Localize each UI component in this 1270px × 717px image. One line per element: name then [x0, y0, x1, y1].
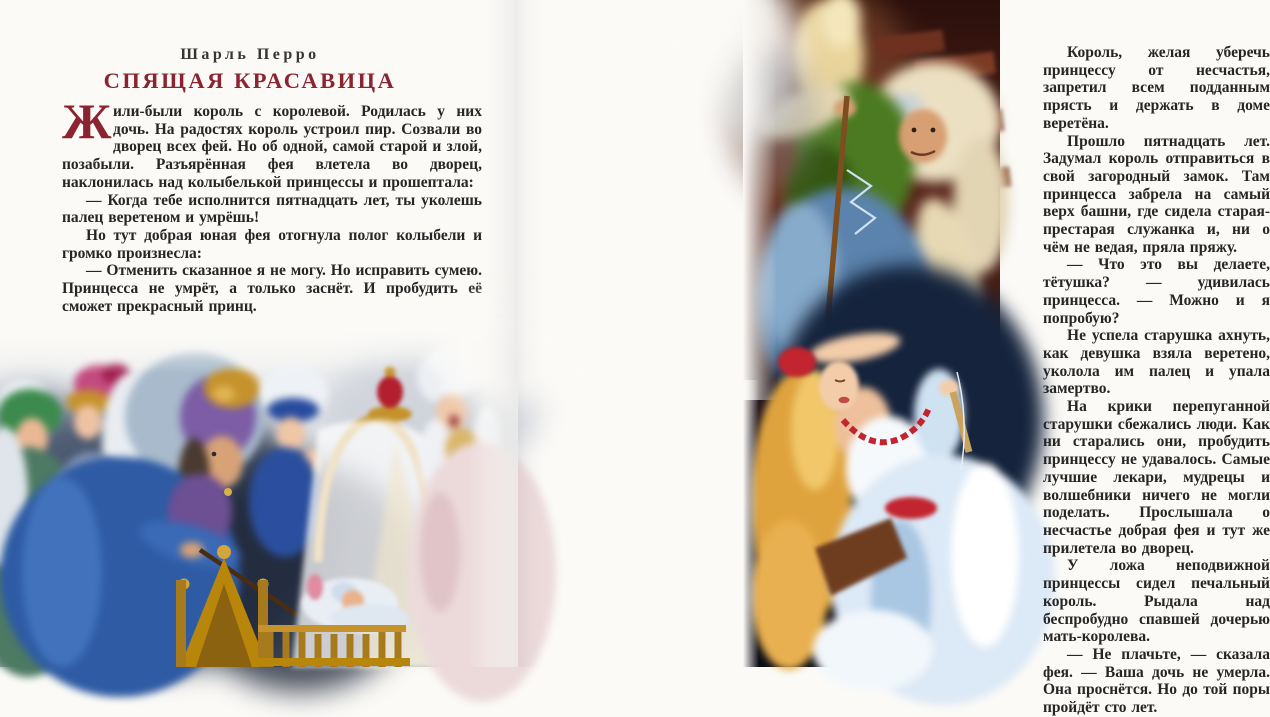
paragraph-text: На крики перепуганной старушки сбежались люди. Как ни старались они, пробудить принцессу не удавалось. Самые лучшие лекари, мудрецы и волшебники ничего не могли поделать. Прослышала о несчастье добрая фея и тут же прилетела во дворец. — [1043, 398, 1270, 557]
right-text-column — [1043, 44, 1270, 717]
paragraph-text: — Отменить сказанное я не могу. Но исправить сумею. Принцесса не умрёт, а только заснёт. И пробудить её сможет прекрасный принц. — [62, 262, 482, 315]
illustration-spindle-scene — [743, 0, 1000, 667]
drop-cap-letter: Ж — [62, 93, 112, 149]
red-belt — [885, 497, 937, 519]
red-headband — [778, 347, 816, 377]
paragraph-text: Не успела старушка ахнуть, как девушка взяла веретено, уколола им палец и упала замертво. — [1043, 327, 1270, 398]
story-title: СПЯЩАЯ КРАСАВИЦА — [103, 68, 397, 93]
paragraph-text: — Не плачьте, — сказала фея. — Ваша дочь не умерла. Она проснётся. Но до той поры пройдёт сто лет. — [1043, 645, 1270, 717]
paragraph-text: Но тут добрая юная фея отогнула полог колыбели и громко произнесла: — [62, 226, 482, 262]
top-fade — [0, 322, 518, 374]
left-fade-top — [743, 0, 777, 400]
paragraph-dropcap — [62, 93, 482, 192]
paragraph-text: — Когда тебе исполнится пятнадцать лет, ты уколешь палец веретеном и умрёшь! — [62, 191, 482, 227]
paragraph-text: Прошло пятнадцать лет. Задумал король отправиться в свой загородный замок. Там принцесса забрела на самый верх башни, где сидела старая-престарая служанка и, ни о чём не ведая, пряла пряжу. — [1043, 132, 1270, 256]
author-name: Шарль Перро — [180, 46, 320, 63]
paragraph-text: или-были король с королевой. Родилась у них дочь. На радостях король устроил пир. Созвали во дворец всех фей. Но об одной, самой старой и злой, позабыли. Разъярённая фея влетела во дворец, наклонилась над колыбелькой принцессы и прошептала: — [62, 103, 482, 191]
fairies-cradle-art — [0, 322, 518, 667]
illustration-fairies-at-cradle — [0, 322, 518, 667]
left-fade-bottom — [743, 380, 759, 667]
spindle-scene-art — [743, 0, 1000, 667]
left-page — [0, 0, 500, 667]
paragraph-text: Король, желая уберечь принцессу от несчастья, запретил всем подданным прясть и держать в доме веретёна. — [1043, 44, 1270, 132]
left-text-column — [62, 93, 482, 315]
paragraph-text: У ложа неподвижной принцессы сидел печальный король. Рыдала над беспробудно спавшей дочерью мать-королева. — [1043, 557, 1270, 646]
corner-fade — [445, 297, 565, 407]
paragraph-text: — Что это вы делаете, тётушка? — удивилась принцесса. — Можно и я попробую? — [1043, 256, 1270, 327]
